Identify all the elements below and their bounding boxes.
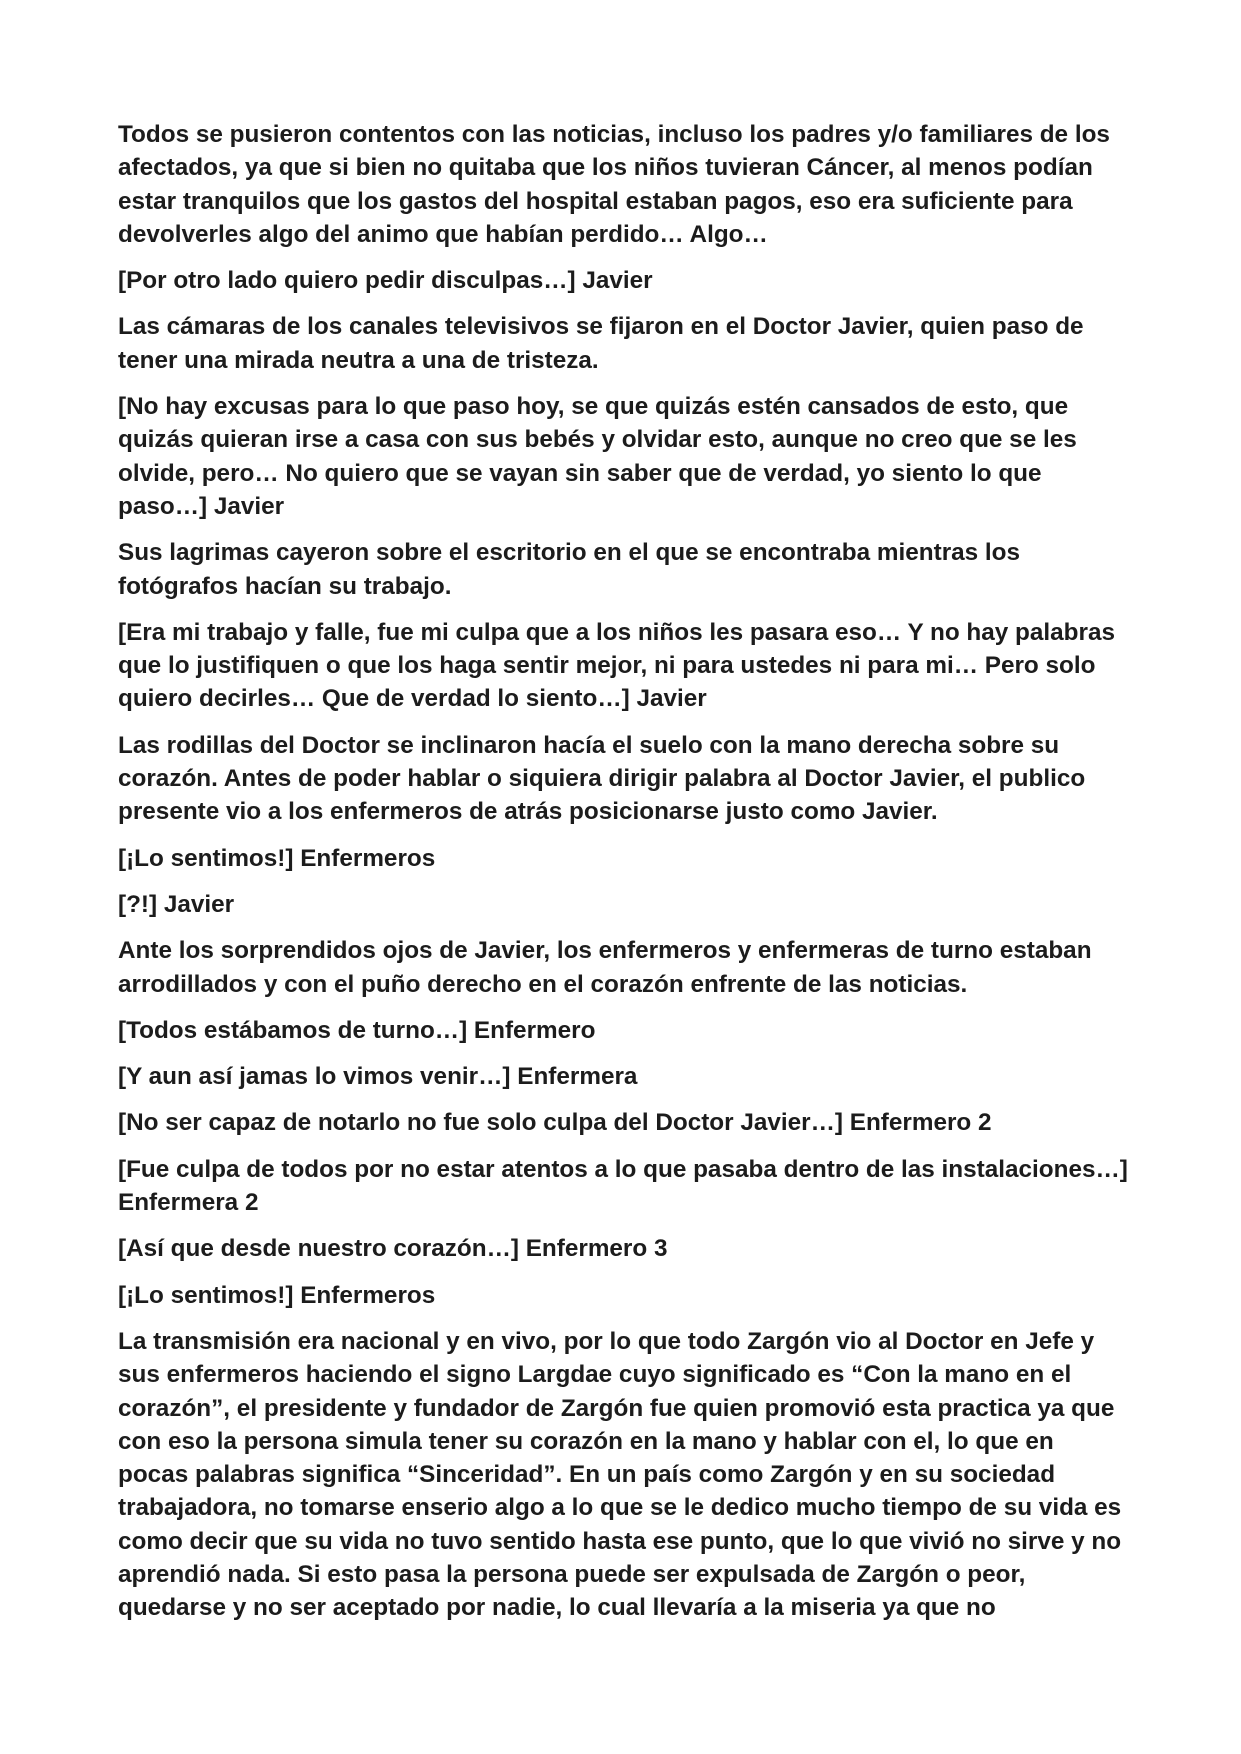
paragraph: Todos se pusieron contentos con las noticias, incluso los padres y/o familiares de los afectados, ya que si bien no quitaba que los niños tuvieran Cáncer, al menos podían estar tranquilos que los gastos del hospital estaban pagos, eso era suficiente para devolverles algo del animo que habían perdido… Algo…: [118, 121, 1110, 248]
dialogue-line: [¡Lo sentimos!] Enfermeros: [118, 1281, 436, 1309]
dialogue-line: [No hay excusas para lo que paso hoy, se que quizás estén cansados de esto, que quizás quieran irse a casa con sus bebés y olvidar esto, aunque no creo que se les olvide, pero… No quiero que se vayan sin saber que de verdad, yo siento lo que paso…] Javier: [118, 393, 1077, 520]
dialogue-line: [No ser capaz de notarlo no fue solo culpa del Doctor Javier…] Enfermero 2: [118, 1109, 992, 1137]
dialogue-line: [Así que desde nuestro corazón…] Enfermero 3: [118, 1235, 668, 1263]
dialogue-line: [Todos estábamos de turno…] Enfermero: [118, 1016, 596, 1044]
paragraph: Las rodillas del Doctor se inclinaron hacía el suelo con la mano derecha sobre su corazón. Antes de poder hablar o siquiera dirigir palabra al Doctor Javier, el publico presente vio a los enfermeros de atrás posicionarse justo como Javier.: [118, 731, 1086, 826]
paragraph: Ante los sorprendidos ojos de Javier, los enfermeros y enfermeras de turno estaban arrodillados y con el puño derecho en el corazón enfrente de las noticias.: [118, 937, 1092, 998]
paragraph: La transmisión era nacional y en vivo, por lo que todo Zargón vio al Doctor en Jefe y sus enfermeros haciendo el signo Largdae cuyo significado es “Con la mano en el corazón”, el presidente y fundador de Zargón fue quien promovió esta practica ya que con eso la persona simula tener su corazón en la mano y hablar con el, lo que en pocas palabras significa “Sinceridad”. En un país como Zargón y en su sociedad trabajadora, no tomarse enserio algo a lo que se le dedico mucho tiempo de su vida es como decir que su vida no tuvo sentido hasta ese punto, que lo que vivió no sirve y no aprendió nada. Si esto pasa la persona puede ser expulsada de Zargón o peor, quedarse y no ser aceptado por nadie, lo cual llevaría a la miseria ya que no: [118, 1327, 1122, 1622]
dialogue-line: [Y aun así jamas lo vimos venir…] Enfermera: [118, 1063, 638, 1091]
paragraph: Sus lagrimas cayeron sobre el escritorio en el que se encontraba mientras los fotógrafos hacían su trabajo.: [118, 539, 1021, 600]
dialogue-line: [¡Lo sentimos!] Enfermeros: [118, 844, 436, 872]
paragraph: Las cámaras de los canales televisivos se fijaron en el Doctor Javier, quien paso de tener una mirada neutra a una de tristeza.: [118, 313, 1084, 374]
dialogue-line: [Fue culpa de todos por no estar atentos a lo que pasaba dentro de las instalaciones…] Enfermera 2: [118, 1155, 1128, 1217]
dialogue-line: [Era mi trabajo y falle, fue mi culpa que a los niños les pasara eso… Y no hay palabras que lo justifiquen o que los haga sentir mejor, ni para ustedes ni para mi… Pero solo quiero decirles… Que de verdad lo siento…] Javier: [118, 618, 1115, 713]
dialogue-line: [?!] Javier: [118, 890, 235, 918]
dialogue-line: [Por otro lado quiero pedir disculpas…] Javier: [118, 267, 653, 295]
document-page: [118, 118, 1128, 1638]
